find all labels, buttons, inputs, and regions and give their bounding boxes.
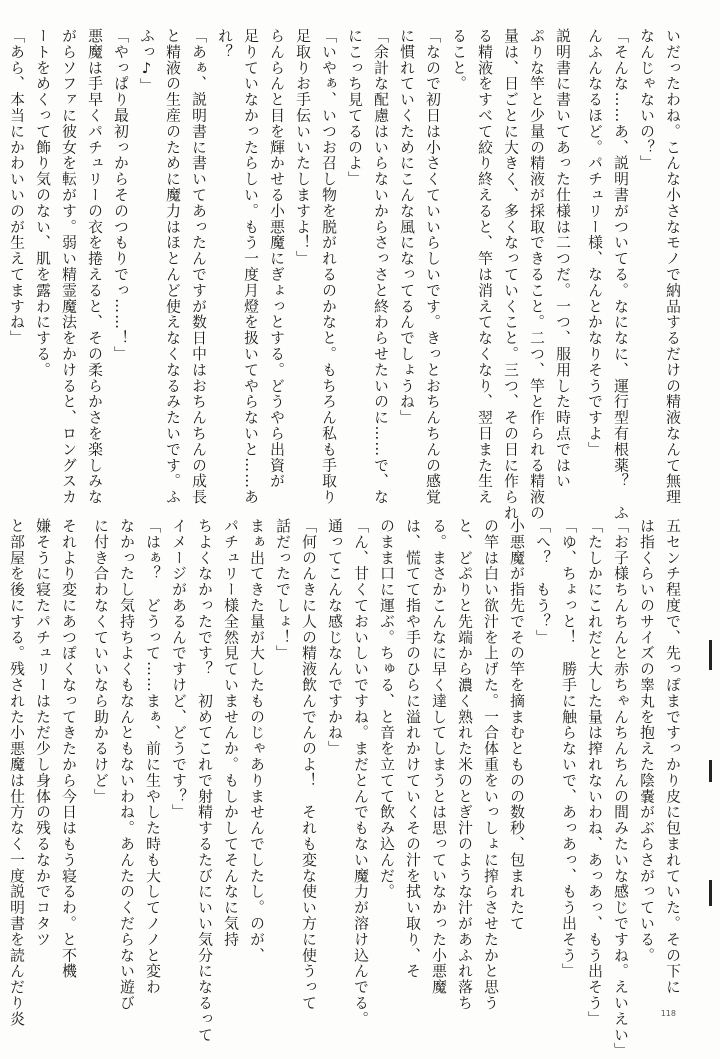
text-line: 「あぁ、説明書に書いてあったんですが数日中はおちんちんの成長 (190, 28, 207, 505)
text-line: 五センチ程度で、先っぽまですっかり皮に包まれていた。その下に (664, 518, 681, 995)
text-line: 話だったでしょ！」 (274, 518, 291, 662)
text-line: ちよくなかったです？ 初めてこれで射精するたびにいい気分になるって (196, 518, 213, 1043)
text-line: 小悪魔が指先でその竿を摘まむとものの数秒、包まれたて (508, 518, 525, 932)
text-line: と精液の生産のために魔力はほとんど使えなくなるみたいです。ふ (164, 28, 181, 505)
text-line: 「はぁ？ どうって……まぁ、前に生やした時も大してノノと変わ (144, 518, 161, 995)
text-line: る精液をすべて絞り終えると、竿は消えてなくなり、翌日また生え (476, 28, 493, 505)
text-line: いだったわね。こんな小さなモノで納品するだけの精液なんて無理 (664, 28, 681, 505)
text-line: の竿は白い欲汁を上げた。一合体重をいっしょに搾らさせたかと思う (482, 518, 499, 1011)
text-line: んふんなるほど。パチュリー様、なんとかなりそうですよ」 (586, 28, 603, 458)
text-line: 悪魔は手早くパチュリーの衣を捲えると、その柔らかさを楽しみな (86, 28, 103, 505)
text-line: ートをめくって飾り気のない、肌を露わにする。 (34, 28, 51, 378)
page-edge-mark (709, 640, 712, 670)
text-line: 説明書に書いてあった仕様は二つだ。一つ、服用した時点ではい (554, 28, 571, 490)
text-line: がらソファに彼女を転がす。弱い精霊魔法をかけると、ロングスカ (60, 28, 77, 505)
text-line: それより変にあつぽくなってきたから今日はもう寝るわ。と不機 (60, 518, 77, 980)
text-line: 量は、日ごとに大きく、多くなっていくこと。三つ、その日に作られ (502, 28, 519, 521)
text-line: 「へ？ もう？」 (534, 518, 551, 646)
text-line: イメージがあるんですけど、どうです？」 (170, 518, 187, 821)
text-line: 「余計な配慮はいらないからさっさと終わらせたいのに……で、な (372, 28, 389, 505)
text-line: 「なので初日は小さくていいらしいです。きっとおちんちんの感覚 (424, 28, 441, 505)
page-edge-mark (709, 880, 712, 906)
text-line: ふっ♪」 (138, 28, 155, 94)
text-line: 「お子様ちんちんと赤ちゃんちんちんの間みたいな感じですね。えいえい」 (612, 518, 629, 1059)
text-column-top (8, 28, 682, 521)
text-line: 「あら、本当にかわいいのが生えてますね」 (8, 28, 25, 346)
text-line: パチュリー様全然見ていませんか。もしかしてそんなに気持 (222, 518, 239, 948)
text-line: 「やっぱり最初っからそのつもりでっ……！」 (112, 28, 129, 362)
text-line: らんらんと目を輝かせる小悪魔にぎょっとする。どうやら出資が (268, 28, 285, 490)
text-line: 「いやぁ、いつお召し物を脱がれるのかなと。もちろん私も手取り (320, 28, 337, 505)
text-line: 足取りお手伝いいたしますよ！」 (294, 28, 311, 267)
page-edge-mark (709, 760, 712, 782)
text-line: 「何のんきに人の精液飲んでんのよ！ それも変な使い方に使うって (300, 518, 317, 1011)
text-line: と部屋を後にする。残された小悪魔は仕方なく一度説明書を読んだり炎 (8, 518, 25, 1027)
text-line: なんじゃないの？」 (638, 28, 655, 172)
page-number: 118 (660, 1009, 676, 1018)
text-line: は指くらいのサイズの睾丸を抱えた陰嚢がぶらさがっている。 (638, 518, 655, 964)
text-line: 「たしかにこれだと大した量は搾れないわね、あっあっ、もう出そう」 (586, 518, 603, 1027)
text-line: 通ってこんな感じなんですかね」 (326, 518, 343, 757)
text-line: 「ん、甘くておいしいですね。まだとんでもない魔力が溶け込んでる。 (352, 518, 369, 1027)
text-line: れ？ (216, 28, 233, 60)
text-line: に付き合わなくていいなら助かるけど」 (92, 518, 109, 805)
text-line: と、どぷりと先端から濃く熟れた米のとぎ汁のような汁があふれ落ち (456, 518, 473, 1011)
text-line: 足りていなかったらしい。もう一度月燈を扱いてやらないと……あ (242, 28, 259, 505)
text-line: なかったし気持ちよくもなんともないわね。あんたのくだらない遊び (118, 518, 135, 1011)
text-line: のまま口に運ぶ。ちゅる、と音を立てて飲み込んだ。 (378, 518, 395, 900)
text-line: 「ゆ、ちょっと！ 勝手に触らないで、あっあっ、もう出そう」 (560, 518, 577, 980)
text-line: に慣れていくためにこんな風になってるんでしょうね」 (398, 28, 415, 426)
text-line: にこっち見てるのよ」 (346, 28, 363, 187)
text-line: ること。 (450, 28, 467, 92)
text-line: は、慌てて指や手のひらに溢れかけていくその汁を拭い取り、そ (404, 518, 421, 980)
text-line: ぷりな竿と少量の精液が採取できること。二つ、竿と作られる精液の (528, 28, 545, 521)
text-line: 嫌そうに寝たパチュリーはただ少し身体の残るなかでコタツ (34, 518, 51, 948)
text-line: まぁ出てきた量が大したものじゃありませんでしたし。のが、 (248, 518, 265, 964)
text-line: 「そんな……あ、説明書がついてる。なになに、運行型有根薬？ ふ (612, 28, 629, 521)
text-line: る。まさかこんなに早く達してしまうとは思っていなかった小悪魔 (430, 518, 447, 995)
